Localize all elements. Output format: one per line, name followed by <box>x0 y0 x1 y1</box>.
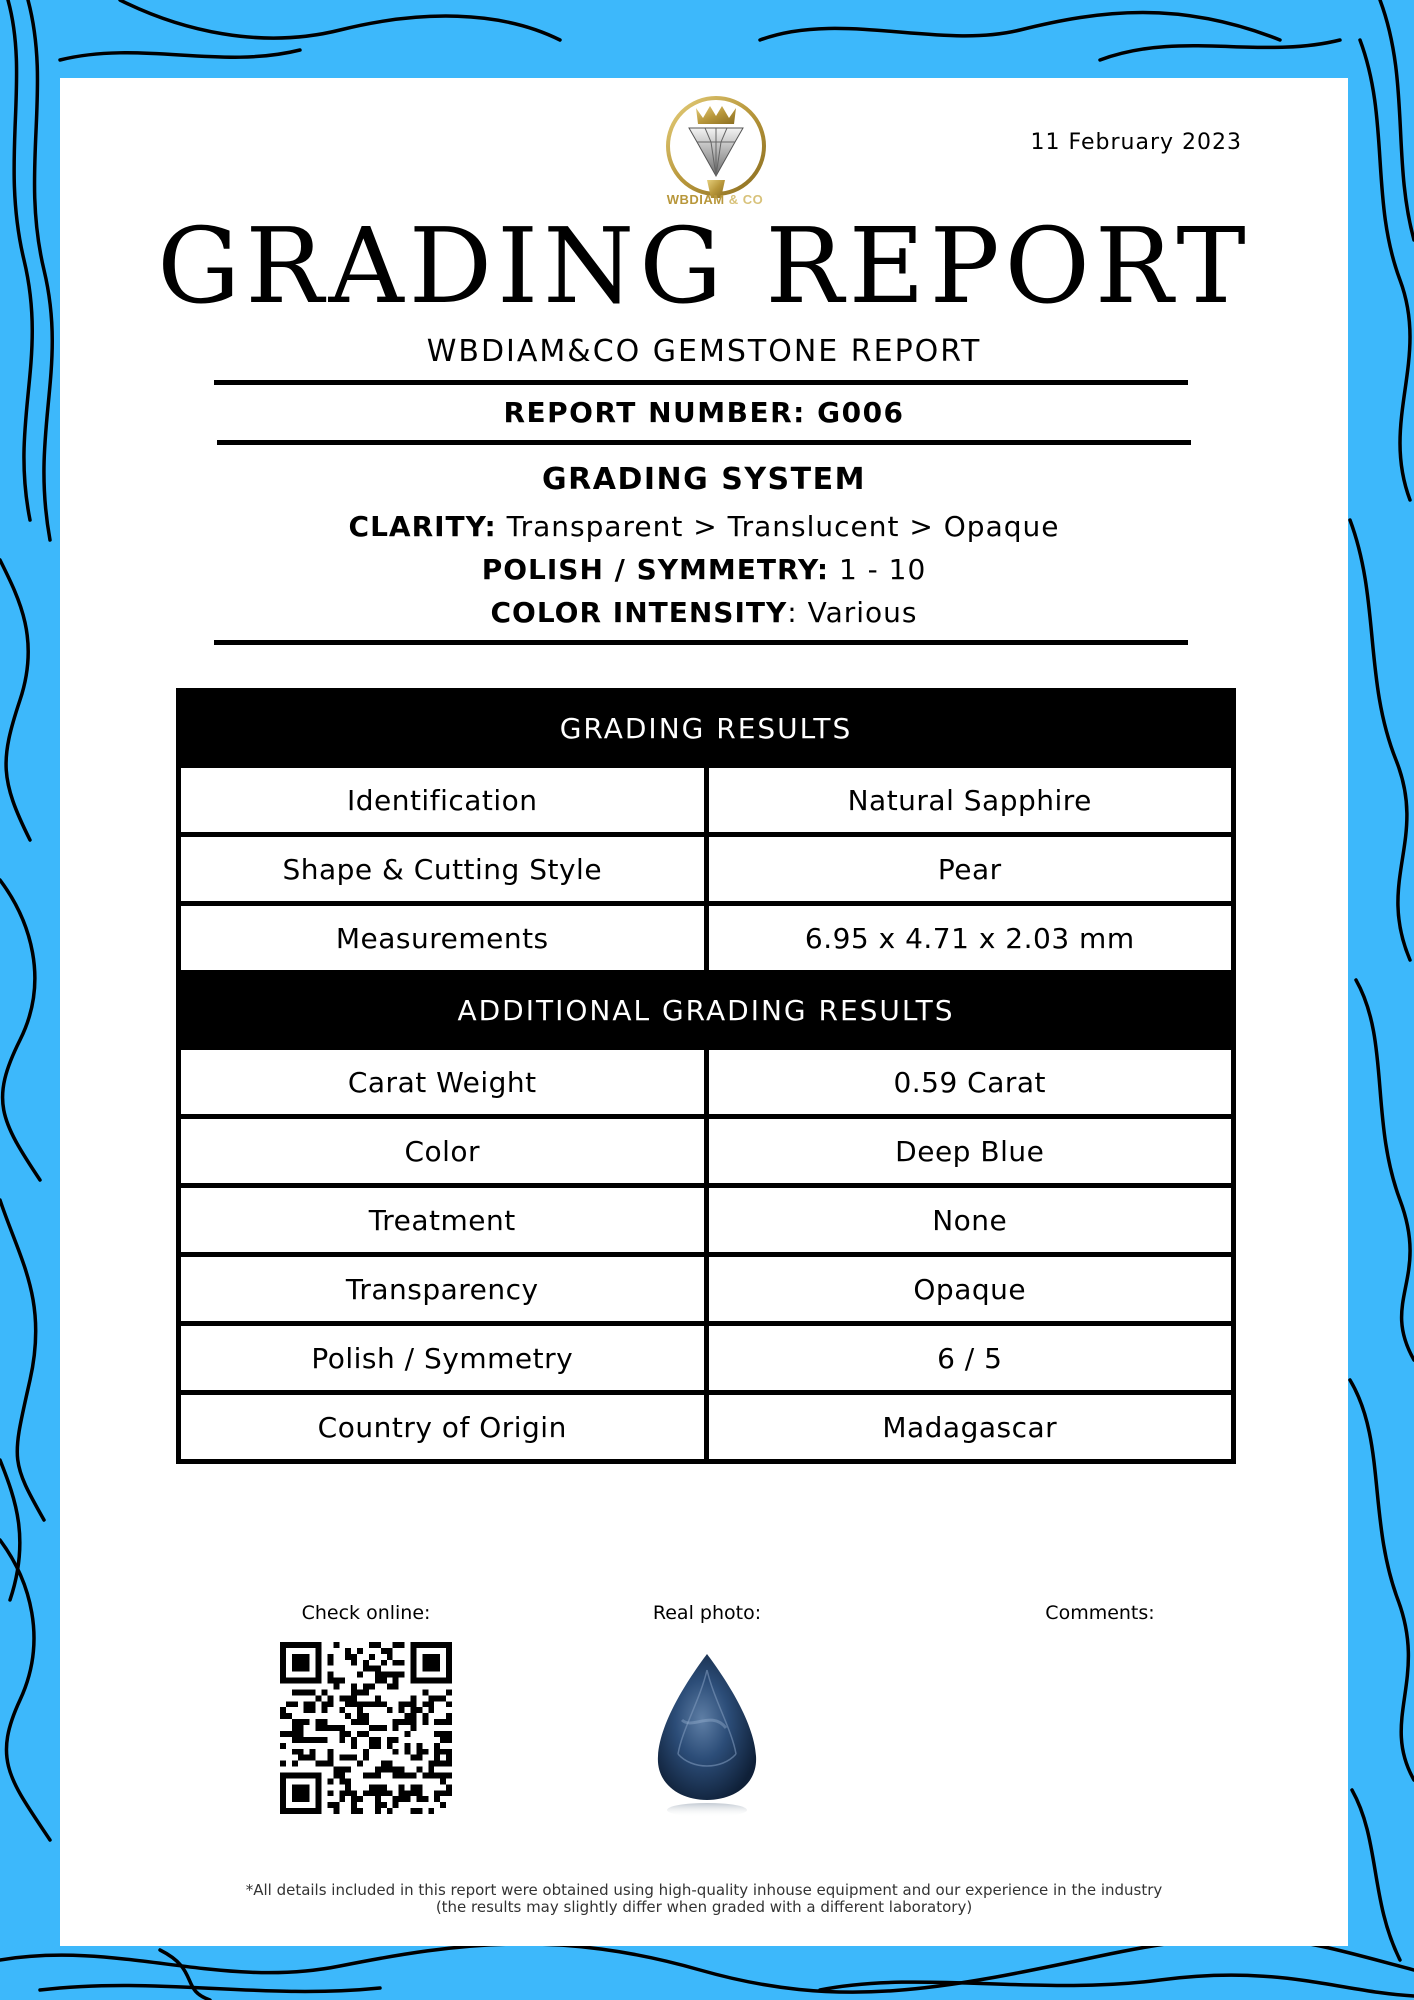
page-title: GRADING REPORT <box>157 205 1251 327</box>
grading-results-table <box>176 688 1236 1464</box>
table-row <box>179 766 1234 835</box>
row-label: Identification <box>179 766 707 835</box>
disclaimer-line: (the results may slightly differ when graded with a different laboratory) <box>435 1898 973 1916</box>
grading-results-header <box>179 691 1234 766</box>
row-value: Madagascar <box>706 1393 1234 1462</box>
check-online-label: Check online: <box>301 1602 431 1624</box>
row-label: Transparency <box>179 1255 707 1324</box>
table-row <box>179 1324 1234 1393</box>
report-sheet <box>60 78 1348 1946</box>
row-value: Pear <box>706 835 1234 904</box>
row-label: Carat Weight <box>179 1048 707 1117</box>
disclaimer <box>60 1882 1348 1916</box>
report-date: 11 February 2023 <box>1030 130 1242 155</box>
table-row <box>179 835 1234 904</box>
clarity-scale: CLARITY: Transparent > Translucent > Opaque <box>348 510 1060 543</box>
qr-code-icon[interactable] <box>280 1642 452 1814</box>
table-row <box>179 1186 1234 1255</box>
real-photo-label: Real photo: <box>652 1602 762 1624</box>
divider <box>214 380 1188 385</box>
polish-scale: POLISH / SYMMETRY: 1 - 10 <box>481 553 927 586</box>
table-row <box>179 1255 1234 1324</box>
table-row <box>179 1393 1234 1462</box>
section-heading: GRADING RESULTS <box>179 691 1234 766</box>
row-label: Shape & Cutting Style <box>179 835 707 904</box>
row-value: 6 / 5 <box>706 1324 1234 1393</box>
comments-label: Comments: <box>1045 1602 1155 1624</box>
row-label: Measurements <box>179 904 707 973</box>
report-number: REPORT NUMBER: G006 <box>503 396 905 429</box>
additional-results-header <box>179 973 1234 1048</box>
section-heading: ADDITIONAL GRADING RESULTS <box>179 973 1234 1048</box>
divider <box>214 640 1188 645</box>
color-intensity-scale: COLOR INTENSITY: Various <box>490 596 918 629</box>
row-value: Opaque <box>706 1255 1234 1324</box>
table-row <box>179 904 1234 973</box>
row-label: Color <box>179 1117 707 1186</box>
row-value: Deep Blue <box>706 1117 1234 1186</box>
row-value: 0.59 Carat <box>706 1048 1234 1117</box>
row-value: 6.95 x 4.71 x 2.03 mm <box>706 904 1234 973</box>
row-label: Treatment <box>179 1186 707 1255</box>
row-label: Country of Origin <box>179 1393 707 1462</box>
sapphire-photo <box>652 1650 762 1820</box>
table-row <box>179 1048 1234 1117</box>
table-row <box>179 1117 1234 1186</box>
disclaimer-line: *All details included in this report were obtained using high-quality inhouse equipment and our experience in the industry <box>245 1881 1163 1899</box>
row-label: Polish / Symmetry <box>179 1324 707 1393</box>
divider <box>217 440 1191 445</box>
logo-wordmark: WBDIAM & CO <box>666 192 764 207</box>
row-value: Natural Sapphire <box>706 766 1234 835</box>
page-subtitle: WBDIAM&CO GEMSTONE REPORT <box>426 334 982 369</box>
grading-system-heading: GRADING SYSTEM <box>542 462 866 497</box>
row-value: None <box>706 1186 1234 1255</box>
